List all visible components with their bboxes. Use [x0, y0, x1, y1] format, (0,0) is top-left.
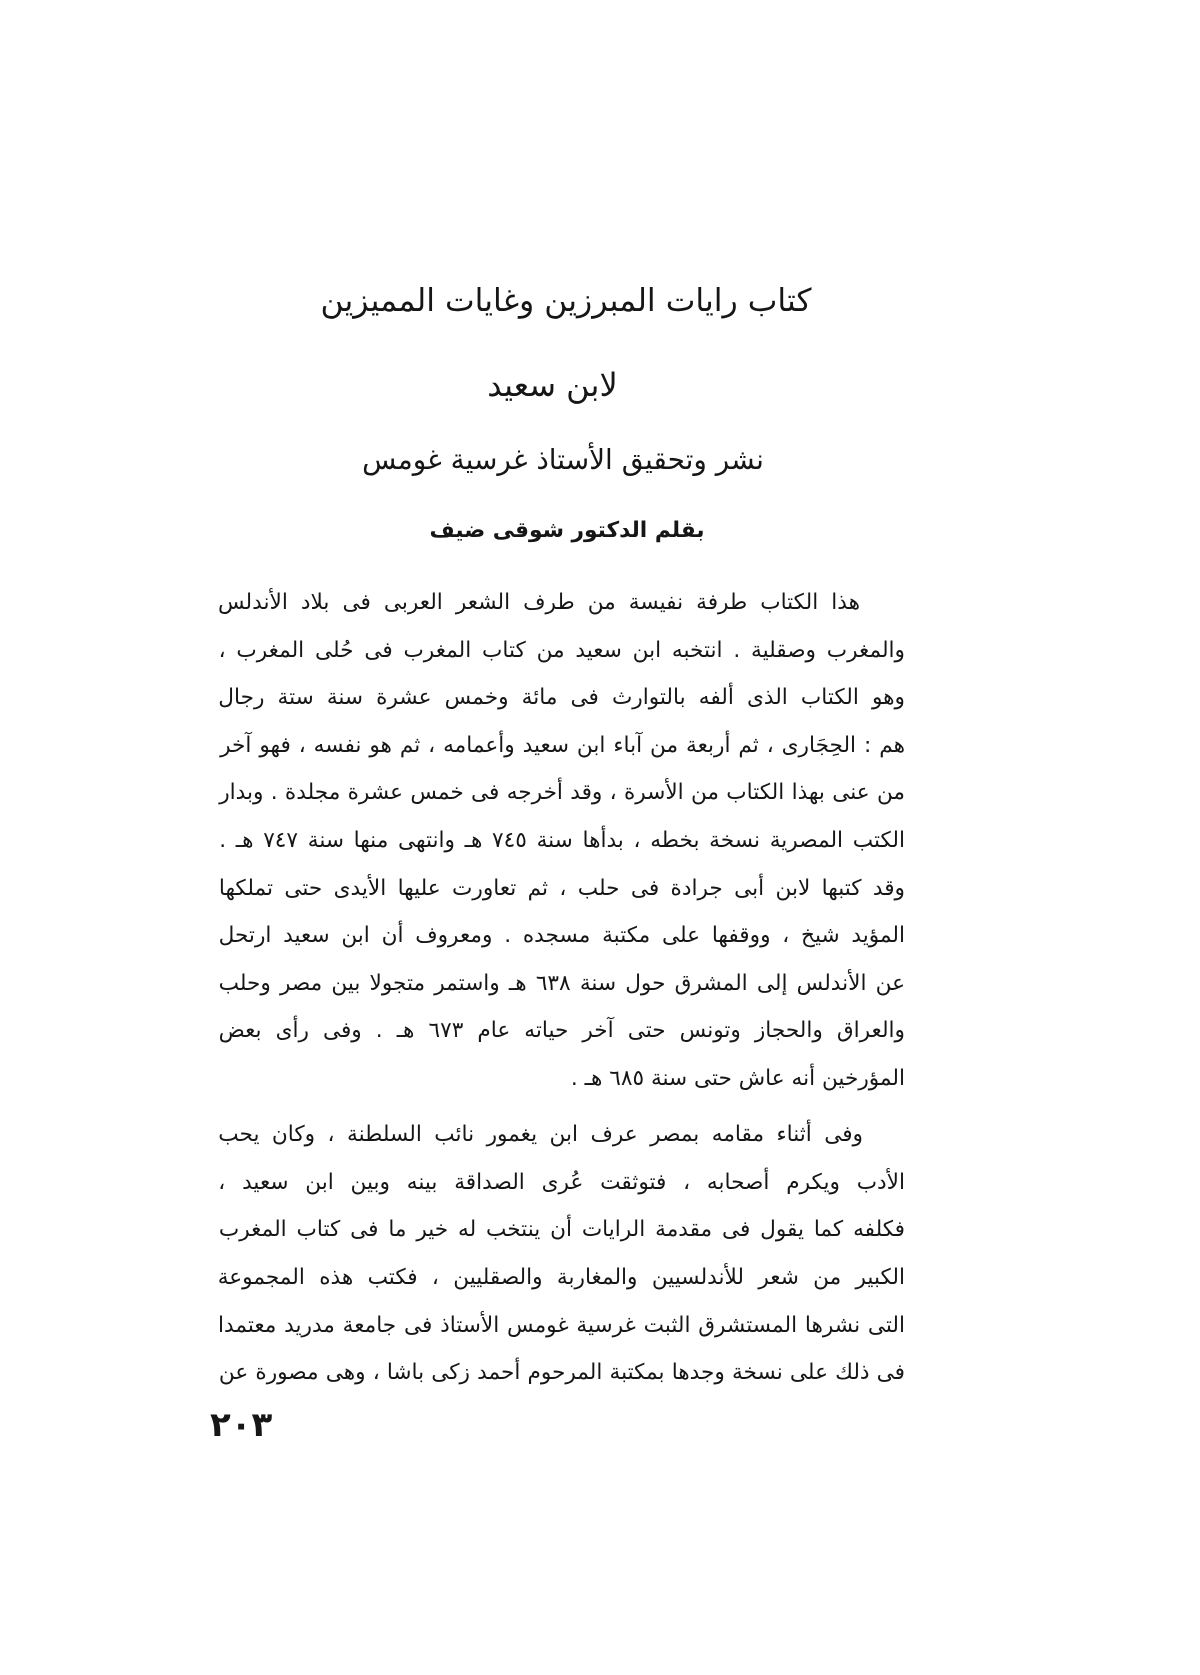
author-line: لابن سعيد	[487, 366, 618, 404]
text-line	[215, 769, 905, 817]
text-line-content: فى ذلك على نسخة وجدها بمكتبة المرحوم أحمد زكى باشا ، وهى مصورة عن	[218, 1360, 905, 1386]
text-line-content: المؤرخين أنه عاش حتى سنة ٦٨٥ هـ .	[570, 1065, 905, 1091]
text-line	[215, 1302, 905, 1350]
text-line-content: وهو الكتاب الذى ألفه بالتوارث فى مائة وخمس عشرة سنة ستة رجال	[218, 685, 905, 711]
text-line-content: الأدب ويكرم أصحابه ، فتوثقت عُرى الصداقة بينه وبين ابن سعيد ،	[218, 1169, 905, 1195]
text-line-content: الكتب المصرية نسخة بخطه ، بدأها سنة ٧٤٥ هـ وانتهى منها سنة ٧٤٧ هـ .	[219, 827, 905, 853]
byline-box	[428, 505, 706, 557]
editor-line-box	[360, 435, 766, 485]
text-line-content: التى نشرها المستشرق الثبت غرسية غومس الأستاذ فى جامعة مدريد معتمدا	[218, 1312, 905, 1338]
text-line-content: الكبير من شعر للأندلسيين والمغاربة والصقليين ، فكتب هذه المجموعة	[217, 1264, 905, 1290]
text-line	[215, 865, 905, 913]
text-line-content: عن الأندلس إلى المشرق حول سنة ٦٣٨ هـ واستمر متجولا بين مصر وحلب	[218, 970, 905, 996]
text-line	[215, 1111, 905, 1159]
text-line	[215, 1349, 905, 1397]
paragraph-2	[215, 1111, 905, 1397]
paragraph-1	[215, 579, 905, 1103]
text-line	[215, 1159, 905, 1207]
text-line-content: وقد كتبها لابن أبى جرادة فى حلب ، ثم تعاورت عليها الأيدى حتى تملكها	[218, 875, 905, 901]
text-line	[215, 674, 905, 722]
text-line	[215, 1206, 905, 1254]
page-title: كتاب رايات المبرزين وغايات المميزين	[320, 283, 812, 319]
text-line	[215, 579, 905, 627]
text-line	[215, 722, 905, 770]
text-line-content: وفى أثناء مقامه بمصر عرف ابن يغمور نائب السلطنة ، وكان يحب	[218, 1122, 863, 1148]
author-line-box	[470, 360, 635, 410]
editor-line: نشر وتحقيق الأستاذ غرسية غومس	[362, 443, 764, 476]
article-body	[215, 579, 905, 1397]
text-line	[215, 817, 905, 865]
text-line	[215, 627, 905, 675]
text-line-content: هم : الحِجَارى ، ثم أربعة من آباء ابن سعيد وأعمامه ، ثم هو نفسه ، فهو آخر	[220, 732, 905, 758]
page-number: ٢٠٣	[210, 1405, 273, 1445]
text-line-content: المؤيد شيخ ، ووقفها على مكتبة مسجده . ومعروف أن ابن سعيد ارتحل	[218, 923, 905, 949]
text-line-content: والمغرب وصقلية . انتخبه ابن سعيد من كتاب المغرب فى حُلى المغرب ،	[218, 637, 905, 663]
text-line	[215, 1254, 905, 1302]
text-line-content: والعراق والحجاز وتونس حتى آخر حياته عام ٦٧٣ هـ . وفى رأى بعض	[218, 1018, 905, 1044]
text-line	[215, 1007, 905, 1055]
text-line-content: من عنى بهذا الكتاب من الأسرة ، وقد أخرجه فى خمس عشرة مجلدة . وبدار	[219, 780, 905, 806]
text-line-content: فكلفه كما يقول فى مقدمة الرايات أن ينتخب له خير ما فى كتاب المغرب	[218, 1217, 905, 1243]
byline: بقلم الدكتور شوقى ضيف	[429, 518, 705, 543]
text-line-content: هذا الكتاب طرفة نفيسة من طرف الشعر العربى فى بلاد الأندلس	[218, 590, 860, 615]
text-line	[215, 960, 905, 1008]
text-line-last	[215, 1055, 905, 1103]
page-title-box	[318, 268, 814, 334]
text-line	[215, 912, 905, 960]
